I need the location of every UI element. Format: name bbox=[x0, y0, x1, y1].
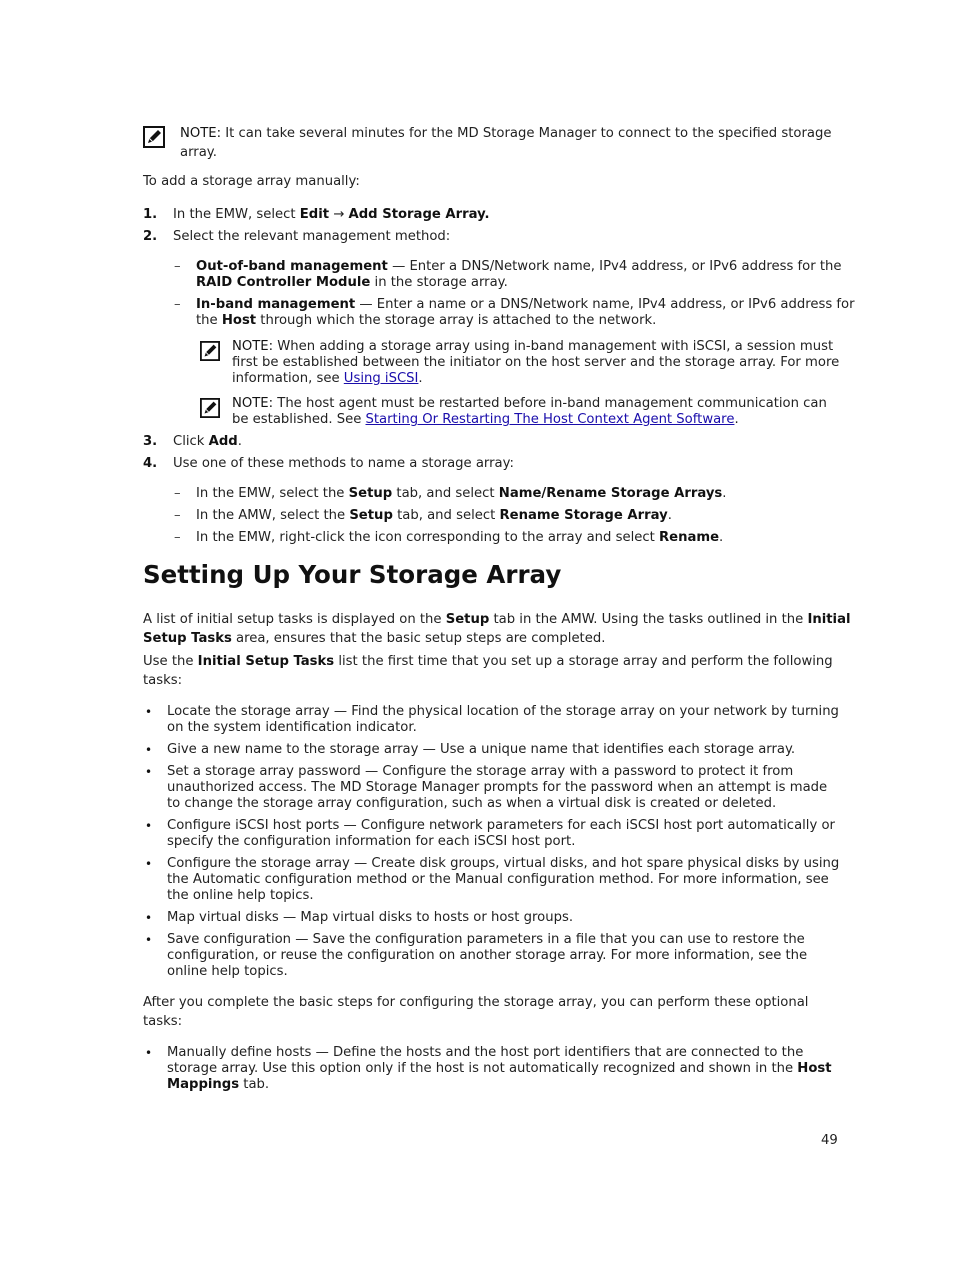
para-3-line-1: After you complete the basic steps for configuring the storage array, you can perform these optional bbox=[143, 995, 809, 1010]
inband-line-2: the Host through which the storage array is attached to the network. bbox=[196, 313, 657, 328]
para-3-line-2: tasks: bbox=[143, 1014, 183, 1029]
bullet-marker: • bbox=[145, 857, 153, 871]
step-number: 4. bbox=[143, 456, 158, 471]
dash-marker: – bbox=[174, 508, 181, 523]
para-2-line-2: tasks: bbox=[143, 673, 183, 688]
pencil-note-icon bbox=[143, 126, 165, 148]
dash-marker: – bbox=[174, 486, 181, 501]
optional-line-2: storage array. Use this option only if the host is not automatically recognized and shown in the Host bbox=[167, 1061, 832, 1076]
note-2-line-1: NOTE: When adding a storage array using in-band management with iSCSI, a session must bbox=[232, 339, 834, 354]
bullet-marker: • bbox=[145, 1046, 153, 1060]
section-heading: Setting Up Your Storage Array bbox=[143, 560, 562, 589]
optional-line-3: Mappings tab. bbox=[167, 1077, 270, 1092]
dash-marker: – bbox=[174, 259, 181, 274]
note-3-line-2: be established. See Starting Or Restarting The Host Context Agent Software. bbox=[232, 412, 739, 427]
task-5-line-3: the online help topics. bbox=[167, 888, 314, 903]
task-4-line-2: specify the configuration information for each iSCSI host port. bbox=[167, 834, 576, 849]
rename-method-3: In the EMW, right-click the icon corresponding to the array and select Rename. bbox=[196, 530, 724, 545]
bullet-marker: • bbox=[145, 819, 153, 833]
task-1-line-2: on the system identification indicator. bbox=[167, 720, 417, 735]
step-number: 3. bbox=[143, 434, 158, 449]
bullet-marker: • bbox=[145, 933, 153, 947]
note-2-line-2: first be established between the initiator on the host server and the storage array. For more bbox=[232, 355, 840, 370]
para-2-line-1: Use the Initial Setup Tasks list the first time that you set up a storage array and perform the following bbox=[143, 654, 833, 669]
step-number: 1. bbox=[143, 207, 158, 222]
bullet-marker: • bbox=[145, 765, 153, 779]
oob-line-2: RAID Controller Module in the storage array. bbox=[196, 275, 508, 290]
step-number: 2. bbox=[143, 229, 158, 244]
task-3-line-1: Set a storage array password — Configure the storage array with a password to protect it from bbox=[167, 764, 794, 779]
para-1-line-2: Setup Tasks area, ensures that the basic setup steps are completed. bbox=[143, 631, 606, 646]
step-1-text: In the EMW, select Edit → Add Storage Array. bbox=[173, 207, 490, 222]
host-context-agent-link[interactable]: Starting Or Restarting The Host Context Agent Software bbox=[365, 412, 735, 427]
note-1-line-2: array. bbox=[180, 145, 217, 160]
task-3-line-2: unauthorized access. The MD Storage Manager prompts for the password when an attempt is made bbox=[167, 780, 828, 795]
note-label: NOTE: bbox=[180, 126, 222, 141]
step-3-text: Click Add. bbox=[173, 434, 242, 449]
task-1-line-1: Locate the storage array — Find the physical location of the storage array on your network by turning bbox=[167, 704, 839, 719]
dash-marker: – bbox=[174, 530, 181, 545]
task-6-line-1: Map virtual disks — Map virtual disks to hosts or host groups. bbox=[167, 910, 574, 925]
pencil-note-icon bbox=[200, 341, 220, 361]
note-2-line-3: information, see Using iSCSI. bbox=[232, 371, 423, 386]
page-number: 49 bbox=[821, 1133, 838, 1148]
step-4-text: Use one of these methods to name a storage array: bbox=[173, 456, 514, 471]
task-7-line-1: Save configuration — Save the configuration parameters in a file that you can use to restore the bbox=[167, 932, 805, 947]
oob-line-1: Out-of-band management — Enter a DNS/Network name, IPv4 address, or IPv6 address for the bbox=[196, 259, 842, 274]
note-1-line-1: NOTE: It can take several minutes for the MD Storage Manager to connect to the specified storage bbox=[180, 126, 832, 141]
rename-method-1: In the EMW, select the Setup tab, and select Name/Rename Storage Arrays. bbox=[196, 486, 727, 501]
task-7-line-2: configuration, or reuse the configuration on another storage array. For more information, see the bbox=[167, 948, 808, 963]
task-3-line-3: to change the storage array configuration, such as when a virtual disk is created or deleted. bbox=[167, 796, 777, 811]
task-5-line-2: the Automatic configuration method or the Manual configuration method. For more information, see bbox=[167, 872, 829, 887]
para-1-line-1: A list of initial setup tasks is displayed on the Setup tab in the AMW. Using the tasks outlined in the Initial bbox=[143, 612, 851, 627]
dash-marker: – bbox=[174, 297, 181, 312]
intro-text: To add a storage array manually: bbox=[143, 174, 360, 189]
rename-method-2: In the AMW, select the Setup tab, and select Rename Storage Array. bbox=[196, 508, 672, 523]
optional-line-1: Manually define hosts — Define the hosts and the host port identifiers that are connected to the bbox=[167, 1045, 804, 1060]
bullet-marker: • bbox=[145, 911, 153, 925]
task-2-line-1: Give a new name to the storage array — Use a unique name that identifies each storage array. bbox=[167, 742, 796, 757]
using-iscsi-link[interactable]: Using iSCSI bbox=[343, 371, 419, 386]
task-5-line-1: Configure the storage array — Create disk groups, virtual disks, and hot spare physical disks by using bbox=[167, 856, 840, 871]
note-3-line-1: NOTE: The host agent must be restarted before in-band management communication can bbox=[232, 396, 827, 411]
task-7-line-3: online help topics. bbox=[167, 964, 288, 979]
bullet-marker: • bbox=[145, 743, 153, 757]
pencil-note-icon bbox=[200, 398, 220, 418]
bullet-marker: • bbox=[145, 705, 153, 719]
task-4-line-1: Configure iSCSI host ports — Configure network parameters for each iSCSI host port automatically or bbox=[167, 818, 835, 833]
step-2-text: Select the relevant management method: bbox=[173, 229, 451, 244]
inband-line-1: In-band management — Enter a name or a DNS/Network name, IPv4 address, or IPv6 address for bbox=[196, 297, 855, 312]
